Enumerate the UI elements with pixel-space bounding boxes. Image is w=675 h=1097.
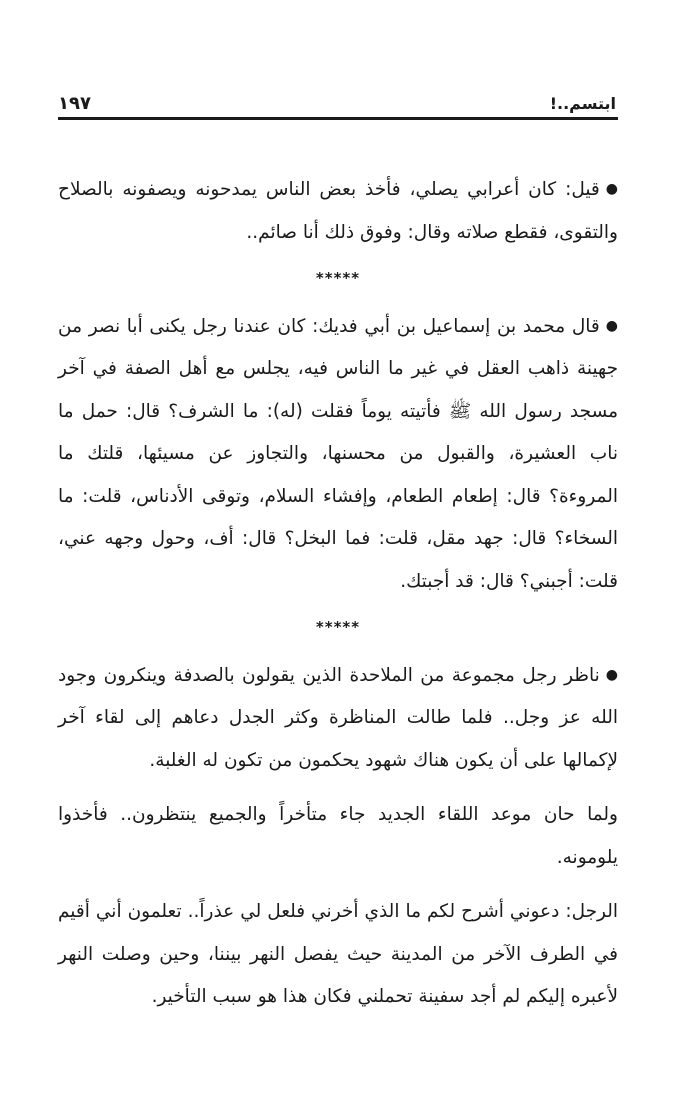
paragraph-text: قيل: كان أعرابي يصلي، فأخذ بعض الناس يمدحونه ويصفونه بالصلاح والتقوى، فقطع صلاته وقال: وفوق ذلك أنا صائم.. <box>58 179 618 243</box>
paragraph-text: ناظر رجل مجموعة من الملاحدة الذين يقولون بالصدفة وينكرون وجود الله عز وجل.. فلما طالت المناظرة وكثر الجدل دعاهم إلى لقاء آخر لإكمالها على أن يكون هناك شهود يحكمون من تكون له الغلبة. <box>58 664 618 771</box>
paragraph-text: ولما حان موعد اللقاء الجديد جاء متأخراً والجميع ينتظرون.. فأخذوا يلومونه. <box>58 804 618 868</box>
bullet-icon: ● <box>605 181 618 197</box>
paragraph-4 <box>58 794 618 879</box>
paragraph-1 <box>58 168 618 254</box>
paragraph-text: الرجل: دعوني أشرح لكم ما الذي أخرني فلعل لي عذراً.. تعلمون أني أقيم في الطرف الآخر من المدينة حيث يفصل النهر بيننا، وحين وصلت النهر لأعبره إليكم لم أجد سفينة تحملني فكان هذا هو سبب التأخير. <box>58 901 618 1007</box>
section-separator: ***** <box>315 618 361 636</box>
paragraph-text: قال محمد بن إسماعيل بن أبي فديك: كان عندنا رجل يكنى أبا نصر من جهينة ذاهب العقل في غير ما الناس فيه، يجلس مع أهل الصفة في آخر مسجد رسول الله ﷺ فأتيته يوماً فقلت (له): ما الشرف؟ قال: حمل ما ناب العشيرة، والقبول من محسنها، والتجاوز عن مسيئها، قلتك ما المروءة؟ قال: إطعام الطعام، وإفشاء السلام، وتوقى الأدناس، قلت: ما السخاء؟ قال: جهد مقل، قلت: فما البخل؟ قال: أف، وحول وجهه عني، قلت: أجبني؟ قال: قد أجبتك. <box>58 315 618 592</box>
paragraph-3 <box>58 654 618 783</box>
body-text <box>58 168 618 1019</box>
bullet-icon: ● <box>605 666 618 683</box>
bullet-icon: ● <box>605 317 618 334</box>
section-separator: ***** <box>315 269 361 287</box>
page-number: ١٩٧ <box>58 93 91 114</box>
header-title: ابتسم..! <box>549 94 616 113</box>
running-header <box>58 88 616 114</box>
header-rule <box>58 117 618 120</box>
paragraph-2 <box>58 305 618 604</box>
paragraph-5 <box>58 891 618 1019</box>
